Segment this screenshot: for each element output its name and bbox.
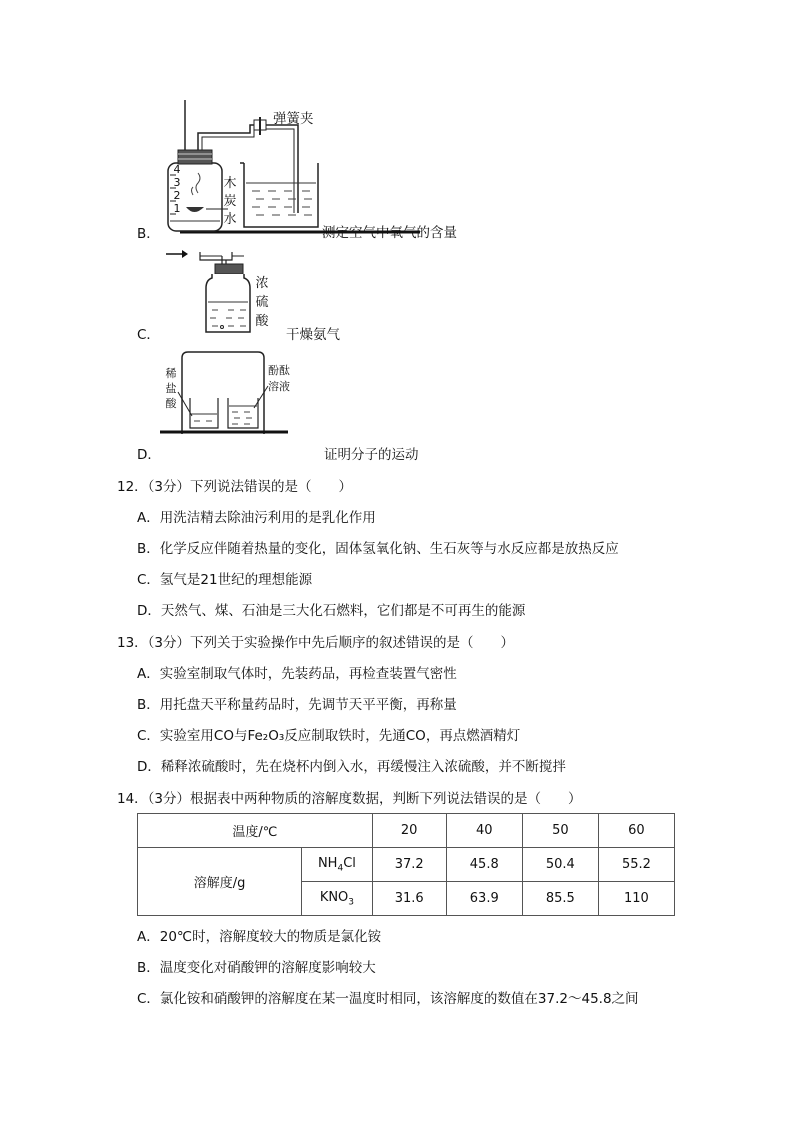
- value-cell: 55.2: [598, 848, 674, 882]
- option-c: C．实验室用CO与Fe₂O₃反应制取铁时，先通CO，再点燃酒精灯: [137, 728, 521, 744]
- label-fenzhi: 酚酞: [268, 364, 290, 377]
- question-stem: 13．（3分）下列关于实验操作中先后顺序的叙述错误的是（ ）: [117, 635, 515, 651]
- option-c: C．氯化铵和硝酸钾的溶解度在某一温度时相同，该溶解度的数值在37.2～45.8之间: [137, 991, 639, 1007]
- value-cell: 45.8: [446, 848, 522, 882]
- label-suan: 酸: [255, 314, 269, 329]
- label-xi: 稀: [165, 367, 177, 380]
- label-shui: 水: [223, 212, 237, 227]
- label-tan: 炭: [223, 194, 237, 209]
- option-b: B．用托盘天平称量药品时，先调节天平平衡，再称量: [137, 697, 457, 713]
- option-b: B．温度变化对硝酸钾的溶解度影响较大: [137, 960, 376, 976]
- value-cell: 31.6: [372, 882, 446, 916]
- value-cell: 63.9: [446, 882, 522, 916]
- solubility-table: [137, 813, 675, 916]
- option-a: A．20℃时，溶解度较大的物质是氯化铵: [137, 929, 382, 945]
- substance-cell: $KNO_3$: [302, 882, 372, 916]
- temp-cell: 60: [598, 814, 674, 848]
- temperature-header: 温度/℃: [138, 814, 373, 848]
- value-cell: 85.5: [522, 882, 598, 916]
- scale-4: 4: [173, 163, 181, 176]
- option-a: A．用洗洁精去除油污利用的是乳化作用: [137, 510, 376, 526]
- temp-cell: 20: [372, 814, 446, 848]
- label-mu: 木: [223, 176, 237, 191]
- substance-cell: $NH_4Cl$: [302, 848, 372, 882]
- figure-b-caption: 测定空气中氧气的含量: [322, 225, 457, 241]
- option-c: C．氢气是21世纪的理想能源: [137, 572, 313, 588]
- label-yan: 盐: [165, 382, 177, 395]
- value-cell: 50.4: [522, 848, 598, 882]
- label-suan-d: 酸: [165, 397, 177, 410]
- option-a: A．实验室制取气体时，先装药品，再检查装置气密性: [137, 666, 457, 682]
- figure-d-caption: 证明分子的运动: [324, 447, 419, 463]
- label-rongye: 溶液: [268, 380, 290, 393]
- value-cell: 37.2: [372, 848, 446, 882]
- question-stem: 14．（3分）根据表中两种物质的溶解度数据，判断下列说法错误的是（ ）: [117, 791, 582, 807]
- option-d: D．天然气、煤、石油是三大化石燃料，它们都是不可再生的能源: [137, 603, 526, 619]
- label-liu: 硫: [255, 295, 269, 310]
- option-b: B．化学反应伴随着热量的变化，固体氢氧化钠、生石灰等与水反应都是放热反应: [137, 541, 619, 557]
- option-d-label: D．: [137, 447, 161, 463]
- scale-2: 2: [173, 189, 181, 202]
- option-c-label: C．: [137, 327, 160, 343]
- figure-c-caption: 干燥氨气: [286, 327, 340, 343]
- label-nong: 浓: [255, 276, 269, 291]
- table-row: [138, 848, 675, 882]
- table-header-row: [138, 814, 675, 848]
- clamp-label: 弹簧夹: [273, 111, 314, 127]
- value-cell: 110: [598, 882, 674, 916]
- temp-cell: 40: [446, 814, 522, 848]
- question-stem: 12．（3分）下列说法错误的是（ ）: [117, 479, 353, 495]
- option-b-label: B．: [137, 226, 160, 242]
- scale-3: 3: [173, 176, 181, 189]
- solubility-label: 溶解度/g: [138, 848, 302, 916]
- option-d: D．稀释浓硫酸时，先在烧杯内倒入水，再缓慢注入浓硫酸，并不断搅拌: [137, 759, 566, 775]
- temp-cell: 50: [522, 814, 598, 848]
- scale-1: 1: [173, 202, 181, 215]
